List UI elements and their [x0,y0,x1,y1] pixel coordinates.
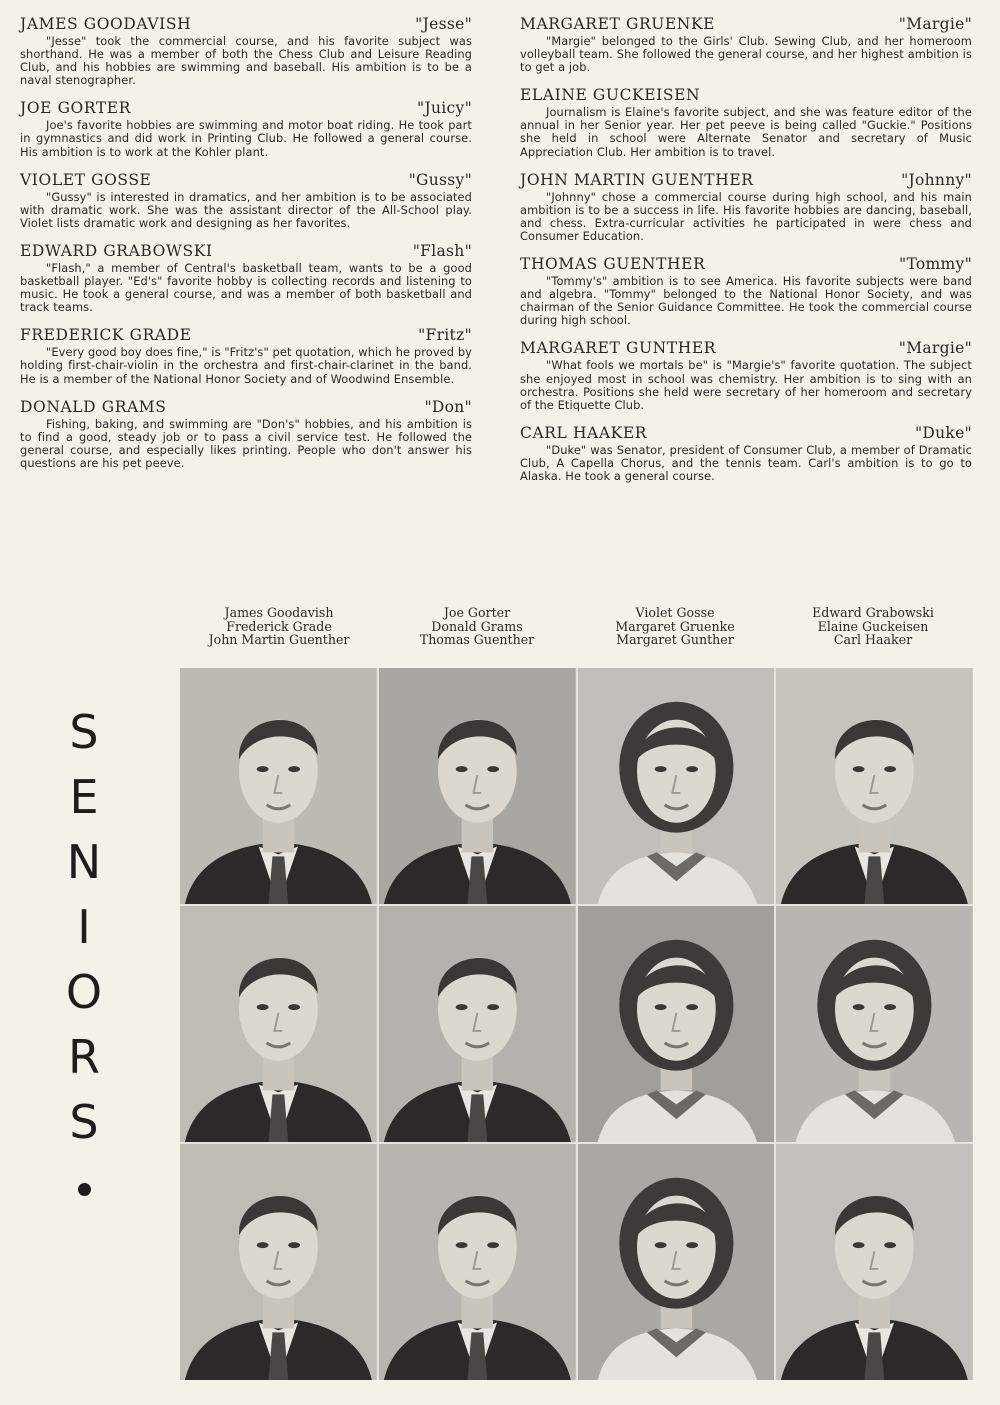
senior-name: CARL HAAKER [520,423,648,442]
senior-entry-james-goodavish [20,14,472,87]
photo-captions [180,606,973,647]
senior-entry-margaret-gunther [520,338,972,411]
caption-name: Elaine Guckeisen [817,618,929,634]
senior-portrait-photo [776,906,973,1142]
caption-name: Thomas Guenther [419,632,535,647]
senior-nickname: "Johnny" [901,170,972,189]
senior-entry-john-martin-guenther [520,170,972,243]
senior-bio: "What fools we mortals be" is "Margie's" favorite quotation. The subject she enjoyed most in school was chemistry. Her ambition is to sing with an orchestra. Positions she held were secretary of her homeroom and secretary of the Etiquette Club. [520,358,972,412]
senior-entry-edward-grabowski [20,241,472,314]
senior-bio: Fishing, baking, and swimming are "Don's" hobbies, and his ambition is to find a good, steady job or to pass a civil service test. He followed the general course, and especially likes printing. People who don't answer his questions are his pet peeve. [20,416,472,470]
senior-entry-frederick-grade [20,325,472,385]
senior-name: THOMAS GUENTHER [520,255,706,274]
senior-nickname: "Margie" [898,339,972,358]
portrait-photo-girl [776,906,973,1142]
senior-name: EDWARD GRABOWSKI [20,241,213,260]
senior-nickname: "Tommy" [899,255,972,274]
caption-name: James Goodavish [224,605,334,620]
senior-portrait-photo [578,1144,775,1380]
senior-name: DONALD GRAMS [20,397,167,416]
senior-bio: "Flash," a member of Central's basketball team, wants to be a good basketball player. "Ed's" favorite hobby is collecting records and listening to music. He took a general course, and was a member of both basketball and track teams. [20,260,472,315]
caption-name: Edward Grabowski [812,605,934,620]
senior-name: ELAINE GUCKEISEN [520,86,701,105]
right-text-column [520,14,972,494]
senior-nickname: "Flash" [412,241,472,260]
senior-portrait-photo [379,1144,576,1380]
caption-name: Margaret Gruenke [615,618,735,634]
senior-portrait-photo [180,668,377,904]
caption-column-1 [180,606,378,647]
senior-name: MARGARET GRUENKE [520,15,716,33]
senior-portrait-photo [180,1144,377,1380]
senior-entry-donald-grams [20,397,472,470]
senior-bio: "Johnny" chose a commercial course during high school, and his main ambition is to be a success in life. His favorite hobbies are dancing, baseball, and chess. Extra-curricular activities he participated in were chess and Consumer Education. [520,189,972,243]
senior-portrait-photo [379,906,576,1142]
senior-entry-thomas-guenther [520,254,972,327]
title-letter: E [69,770,99,824]
senior-bio: "Gussy" is interested in dramatics, and her ambition is to be associated with dramatic work. She was the assistant director of the All-School play. Violet lists dramatic work and designing as her favorites. [20,189,472,230]
caption-column-2 [378,606,576,647]
senior-bio: "Tommy's" ambition is to see America. His favorite subjects were band and algebra. "Tommy" belonged to the National Honor Society, and was chairman of the Senior Guidance Committee. He took the commercial course during high school. [520,274,972,328]
portrait-photo-girl [578,1144,775,1380]
senior-nickname: "Gussy" [408,170,472,189]
senior-bio: "Duke" was Senator, president of Consumer Club, a member of Dramatic Club, A Capella Chorus, and the tennis team. Carl's ambition is to go to Alaska. He took a general course. [520,442,972,483]
senior-portrait-photo [578,668,775,904]
caption-column-4 [774,606,972,647]
senior-bio: "Margie" belonged to the Girls' Club. Sewing Club, and her homeroom volleyball team. She followed the general course, and her highest ambition is to get a job. [520,34,972,75]
senior-photo-grid [180,668,973,1380]
senior-nickname: "Duke" [914,423,972,442]
caption-name: Joe Gorter [443,605,511,620]
senior-portrait-photo [776,668,973,904]
senior-nickname: "Juicy" [417,99,472,118]
title-letter: N [66,835,102,889]
portrait-photo-boy [180,668,377,904]
portrait-photo-boy [180,906,377,1142]
senior-bio: Joe's favorite hobbies are swimming and motor boat riding. He took part in gymnastics and did work in Printing Club. He followed a general course. His ambition is to work at the Kohler plant. [20,118,472,159]
senior-portrait-photo [379,668,576,904]
caption-name: Violet Gosse [635,605,715,620]
caption-name: John Martin Guenther [208,632,350,647]
senior-nickname: "Jesse" [415,15,472,33]
senior-nickname: "Don" [424,397,472,416]
portrait-photo-boy [379,668,576,904]
senior-portrait-photo [776,1144,973,1380]
senior-bio: "Jesse" took the commercial course, and his favorite subject was shorthand. He was a member of both the Chess Club and Leisure Reading Club, and his hobbies are swimming and baseball. His ambition is to be a naval stenographer. [20,34,472,88]
left-text-column [20,14,472,481]
senior-name: FREDERICK GRADE [20,326,192,345]
caption-name: Carl Haaker [833,632,913,647]
portrait-photo-boy [180,1144,377,1380]
senior-nickname: "Fritz" [418,326,472,345]
caption-name: Margaret Gunther [616,632,734,647]
senior-entry-joe-gorter [20,98,472,158]
portrait-photo-girl [578,906,775,1142]
senior-name: JOE GORTER [20,99,131,118]
portrait-photo-boy [379,1144,576,1380]
senior-name: JOHN MARTIN GUENTHER [520,170,754,189]
senior-bio: "Every good boy does fine," is "Fritz's" pet quotation, which he proved by holding first-chair-violin in the orchestra and first-chair-clarinet in the band. He is a member of the National Honor Society and of Woodwind Ensemble. [20,345,472,386]
senior-name: JAMES GOODAVISH [20,15,192,33]
senior-entry-violet-gosse [20,170,472,230]
senior-bio: Journalism is Elaine's favorite subject, and she was feature editor of the annual in her Senior year. Her pet peeve is being called "Guckie." Positions she held in school were Alternate Senator and secretary of Music Appreciation Club. Her ambition is to travel. [520,105,972,159]
senior-nickname: "Margie" [898,15,972,33]
caption-name: Frederick Grade [226,618,332,634]
title-letter: O [65,965,103,1019]
senior-entry-elaine-guckeisen [520,85,972,158]
senior-entry-carl-haaker [520,423,972,483]
caption-name: Donald Grams [431,618,523,634]
title-letter: I [77,900,91,954]
portrait-photo-boy [379,906,576,1142]
caption-column-3 [576,606,774,647]
senior-portrait-photo [578,906,775,1142]
title-letter: R [68,1030,100,1084]
senior-name: VIOLET GOSSE [20,170,152,189]
title-letter: S [69,1095,99,1149]
portrait-photo-boy [776,1144,973,1380]
senior-entry-margaret-gruenke [520,14,972,74]
senior-portrait-photo [180,906,377,1142]
title-letter: S [69,705,99,759]
seniors-vertical-title [56,700,112,1196]
portrait-photo-boy [776,668,973,904]
portrait-photo-girl [578,668,775,904]
senior-name: MARGARET GUNTHER [520,339,717,358]
bullet-dot [78,1183,91,1196]
